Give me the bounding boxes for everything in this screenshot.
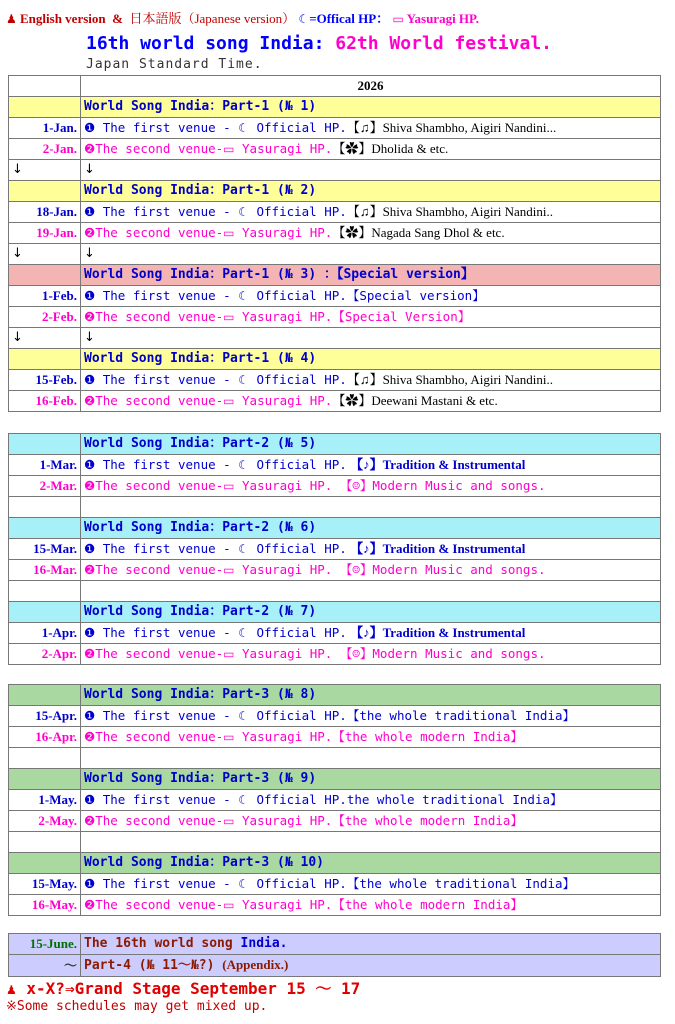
shell-icon: ☾ — [238, 793, 249, 807]
venue2-tail: Yasuragi HP. — [234, 393, 333, 408]
page-title — [86, 33, 552, 54]
venue2-row[interactable] — [81, 560, 661, 581]
venue1-label: ❶ The first venue - — [84, 457, 239, 472]
venue1-label: ❶ The first venue - — [84, 288, 239, 303]
japanese-version-link[interactable]: 日本語版（Japanese version） — [129, 11, 296, 26]
schedule-table-finale — [8, 933, 661, 977]
venue2-row[interactable] — [81, 727, 661, 748]
section-header: World Song India：Part-2 (№ 5) — [81, 434, 661, 455]
dancers-icon: 【☺】 — [332, 562, 373, 577]
venue2-tail: Yasuragi HP. — [234, 729, 333, 744]
venue2-row[interactable] — [81, 895, 661, 916]
venue1-tail: Official HP. — [248, 457, 347, 472]
venue1-songs: 【the whole traditional India】 — [346, 708, 576, 723]
shell-icon: ☾ — [238, 626, 249, 640]
down-arrow-icon: ↓ — [9, 244, 81, 265]
venue1-tail: Official HP. — [248, 792, 347, 807]
book-icon: ▭ — [223, 394, 235, 408]
venue1-row[interactable] — [81, 370, 661, 391]
venue2-songs: 【Special Version】 — [332, 309, 471, 324]
venue2-songs: Modern Music and songs. — [372, 478, 546, 493]
shell-icon: ☾ — [238, 205, 249, 219]
english-version-link[interactable]: English version — [20, 11, 106, 26]
venue1-tail: Official HP. — [248, 625, 347, 640]
venue2-label: ❷The second venue- — [84, 225, 224, 240]
venue2-row[interactable] — [81, 139, 661, 160]
venue1-songs: Tradition & Instrumental — [382, 457, 526, 472]
shell-icon: ☾ — [238, 289, 249, 303]
book-icon: ▭ — [223, 479, 235, 493]
grand-stage-text: x-X?⇒Grand Stage September 15 ～ 17 — [26, 979, 361, 998]
blank — [9, 265, 81, 286]
blank — [9, 97, 81, 118]
down-arrow-icon: ↓ — [9, 328, 81, 349]
venue2-songs: Deewani Mastani & etc. — [371, 393, 498, 408]
date-cell: 15-Feb. — [9, 370, 81, 391]
venue1-row[interactable] — [81, 539, 661, 560]
section-header: World Song India：Part-1 (№ 4) — [81, 349, 661, 370]
book-icon: ▭ — [223, 563, 235, 577]
title-part-a: 16th world song India: — [86, 33, 336, 54]
venue1-row[interactable] — [81, 623, 661, 644]
venue1-row[interactable] — [81, 455, 661, 476]
venue2-label: ❷The second venue- — [84, 562, 224, 577]
venue2-songs: 【the whole modern India】 — [332, 813, 523, 828]
finale-part: Part-4 (№ 11～№?) — [84, 958, 223, 973]
venue2-label: ❷The second venue- — [84, 309, 224, 324]
drum-icon: 【✿】 — [332, 141, 372, 156]
venue2-tail: Yasuragi HP. — [234, 141, 333, 156]
venue1-tail: Official HP. — [248, 372, 347, 387]
venue2-songs: 【the whole modern India】 — [332, 729, 523, 744]
date-cell: 19-Jan. — [9, 223, 81, 244]
venue2-label: ❷The second venue- — [84, 478, 224, 493]
mic-icon: 【♫】 — [346, 204, 383, 219]
blank — [9, 181, 81, 202]
venue1-songs: Tradition & Instrumental — [382, 625, 526, 640]
finale-line-1 — [81, 934, 661, 955]
subtitle: Japan Standard Time. — [86, 57, 263, 72]
section-header: World Song India：Part-1 (№ 3) ：【Special version】 — [81, 265, 661, 286]
shell-icon: ☾ — [238, 877, 249, 891]
blank — [81, 832, 661, 853]
blank — [81, 748, 661, 769]
grand-stage-note — [6, 976, 360, 999]
book-icon: ▭ — [392, 12, 404, 26]
venue2-label: ❷The second venue- — [84, 897, 224, 912]
date-cell: 1-Jan. — [9, 118, 81, 139]
blank — [9, 602, 81, 623]
blank — [9, 497, 81, 518]
date-cell: 2-Jan. — [9, 139, 81, 160]
shell-icon: ☾ — [238, 373, 249, 387]
venue1-songs: the whole traditional India】 — [346, 792, 563, 807]
yasuragi-legend[interactable]: Yasuragi HP. — [406, 11, 480, 26]
section-header: World Song India：Part-2 (№ 6) — [81, 518, 661, 539]
venue2-label: ❷The second venue- — [84, 646, 224, 661]
instrument-icon: 【♪】 — [346, 625, 383, 640]
down-arrow-icon: ↓ — [81, 160, 661, 181]
date-cell: 15-Apr. — [9, 706, 81, 727]
venue2-label: ❷The second venue- — [84, 729, 224, 744]
instrument-icon: 【♪】 — [346, 457, 383, 472]
venue1-tail: Official HP. — [248, 204, 347, 219]
venue2-tail: Yasuragi HP. — [234, 478, 333, 493]
book-icon: ▭ — [223, 898, 235, 912]
venue2-tail: Yasuragi HP. — [234, 309, 333, 324]
blank — [9, 518, 81, 539]
amp-sep: & — [112, 11, 123, 26]
section-header: World Song India：Part-3 (№ 8) — [81, 685, 661, 706]
instrument-icon: 【♪】 — [346, 541, 383, 556]
official-legend: =Offical HP： — [309, 11, 390, 26]
venue1-tail: Official HP. — [248, 708, 347, 723]
date-cell: 15-May. — [9, 874, 81, 895]
venue1-label: ❶ The first venue - — [84, 792, 239, 807]
mixed-up-note: ※Some schedules may get mixed up. — [6, 999, 268, 1014]
venue1-label: ❶ The first venue - — [84, 541, 239, 556]
venue1-songs: 【Special version】 — [346, 288, 485, 303]
venue1-label: ❶ The first venue - — [84, 372, 239, 387]
shell-icon: ☾ — [238, 709, 249, 723]
shell-icon: ☾ — [238, 458, 249, 472]
venue2-tail: Yasuragi HP. — [234, 646, 333, 661]
venue1-row[interactable] — [81, 286, 661, 307]
book-icon: ▭ — [223, 310, 235, 324]
venue1-label: ❶ The first venue - — [84, 120, 239, 135]
venue1-songs: Shiva Shambho, Aigiri Nandini... — [382, 120, 557, 135]
section-header: World Song India：Part-1 (№ 1) — [81, 97, 661, 118]
venue2-songs: Modern Music and songs. — [372, 562, 546, 577]
date-cell: 2-Mar. — [9, 476, 81, 497]
blank — [9, 581, 81, 602]
venue2-songs: Nagada Sang Dhol & etc. — [371, 225, 505, 240]
finale-india: India. — [240, 936, 288, 951]
venue1-tail: Official HP. — [248, 120, 347, 135]
section-header: World Song India：Part-3 (№ 10) — [81, 853, 661, 874]
venue2-tail: Yasuragi HP. — [234, 813, 333, 828]
date-cell: 16-Mar. — [9, 560, 81, 581]
date-cell: 1-Apr. — [9, 623, 81, 644]
venue2-label: ❷The second venue- — [84, 141, 224, 156]
blank — [9, 832, 81, 853]
date-cell: 1-May. — [9, 790, 81, 811]
blank — [9, 769, 81, 790]
venue1-label: ❶ The first venue - — [84, 625, 239, 640]
date-cell: 1-Mar. — [9, 455, 81, 476]
down-arrow-icon: ↓ — [81, 328, 661, 349]
schedule-table-part2 — [8, 433, 661, 665]
finale-line-2 — [81, 955, 661, 977]
date-cell: 18-Jan. — [9, 202, 81, 223]
book-icon: ▭ — [223, 730, 235, 744]
venue1-songs: 【the whole traditional India】 — [346, 876, 576, 891]
venue2-songs: Modern Music and songs. — [372, 646, 546, 661]
section-header: World Song India：Part-1 (№ 2) — [81, 181, 661, 202]
venue1-songs: Shiva Shambho, Aigiri Nandini.. — [382, 372, 554, 387]
blank — [9, 853, 81, 874]
venue2-label: ❷The second venue- — [84, 813, 224, 828]
finale-appendix: (Appendix.) — [222, 957, 289, 972]
venue2-row[interactable] — [81, 644, 661, 665]
date-cell: 16-May. — [9, 895, 81, 916]
venue2-songs: 【the whole modern India】 — [332, 897, 523, 912]
blank — [81, 581, 661, 602]
date-cell: 16-Feb. — [9, 391, 81, 412]
drum-icon: 【✿】 — [332, 393, 372, 408]
dancers-icon: 【☺】 — [332, 478, 373, 493]
blank — [9, 349, 81, 370]
language-bar — [6, 8, 668, 30]
schedule-table-part1 — [8, 75, 661, 412]
venue2-row[interactable] — [81, 223, 661, 244]
dancers-icon: 【☺】 — [332, 646, 373, 661]
venue1-tail: Official HP. — [248, 288, 347, 303]
blank — [9, 748, 81, 769]
title-part-b: 62th World festival. — [335, 33, 552, 54]
date-cell: 15-Mar. — [9, 539, 81, 560]
venue1-tail: Official HP. — [248, 541, 347, 556]
section-header: World Song India：Part-3 (№ 9) — [81, 769, 661, 790]
venue2-tail: Yasuragi HP. — [234, 225, 333, 240]
venue1-label: ❶ The first venue - — [84, 204, 239, 219]
person-icon: ♟ — [6, 12, 17, 26]
drum-icon: 【✿】 — [332, 225, 372, 240]
shell-icon: ☾ — [298, 12, 310, 26]
blank — [9, 685, 81, 706]
blank — [9, 434, 81, 455]
down-arrow-icon: ↓ — [9, 160, 81, 181]
venue2-row[interactable] — [81, 811, 661, 832]
venue2-tail: Yasuragi HP. — [234, 562, 333, 577]
venue1-label: ❶ The first venue - — [84, 708, 239, 723]
venue2-tail: Yasuragi HP. — [234, 897, 333, 912]
mic-icon: 【♫】 — [346, 120, 383, 135]
venue2-row[interactable] — [81, 391, 661, 412]
date-cell: 15-June. — [9, 934, 81, 955]
blank — [81, 497, 661, 518]
date-cell: 16-Apr. — [9, 727, 81, 748]
venue1-songs: Tradition & Instrumental — [382, 541, 526, 556]
schedule-table-part3 — [8, 684, 661, 916]
date-cell: 2-Feb. — [9, 307, 81, 328]
book-icon: ▭ — [223, 647, 235, 661]
venue2-songs: Dholida & etc. — [371, 141, 449, 156]
date-cell: 2-May. — [9, 811, 81, 832]
year-blank — [9, 76, 81, 97]
book-icon: ▭ — [223, 226, 235, 240]
venue1-row[interactable] — [81, 790, 661, 811]
venue1-row[interactable] — [81, 202, 661, 223]
mic-icon: 【♫】 — [346, 372, 383, 387]
venue1-songs: Shiva Shambho, Aigiri Nandini.. — [382, 204, 554, 219]
date-cell: 2-Apr. — [9, 644, 81, 665]
book-icon: ▭ — [223, 814, 235, 828]
date-cell: 1-Feb. — [9, 286, 81, 307]
venue1-tail: Official HP. — [248, 876, 347, 891]
book-icon: ▭ — [223, 142, 235, 156]
person-icon: ♟ — [6, 983, 17, 997]
shell-icon: ☾ — [238, 542, 249, 556]
finale-text: The 16th world song — [84, 936, 241, 951]
section-header: World Song India：Part-2 (№ 7) — [81, 602, 661, 623]
venue1-row[interactable] — [81, 706, 661, 727]
year-label: 2026 — [81, 76, 661, 97]
venue2-row[interactable] — [81, 476, 661, 497]
tilde-cell: ～ — [9, 955, 81, 977]
venue1-row[interactable] — [81, 118, 661, 139]
venue1-label: ❶ The first venue - — [84, 876, 239, 891]
down-arrow-icon: ↓ — [81, 244, 661, 265]
venue2-label: ❷The second venue- — [84, 393, 224, 408]
shell-icon: ☾ — [238, 121, 249, 135]
venue1-row[interactable] — [81, 874, 661, 895]
venue2-row[interactable] — [81, 307, 661, 328]
